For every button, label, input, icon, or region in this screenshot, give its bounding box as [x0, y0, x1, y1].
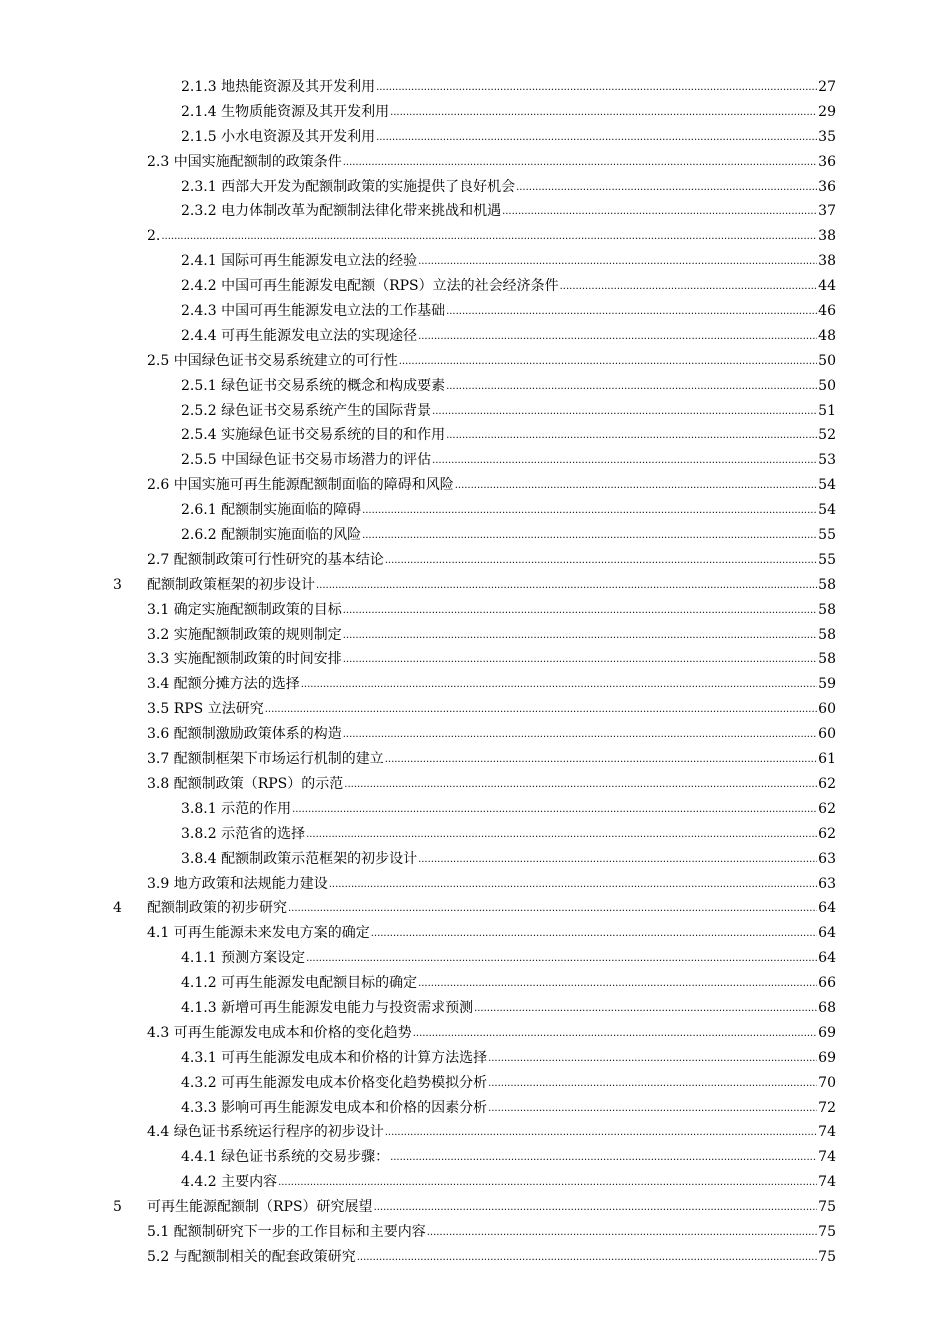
- toc-page-number: 64: [818, 950, 836, 967]
- toc-entry-title: 5.1 配额制研究下一步的工作目标和主要内容: [147, 1223, 426, 1240]
- toc-entry[interactable]: [181, 199, 836, 226]
- toc-page-number: 74: [818, 1124, 836, 1141]
- toc-line[interactable]: [0, 946, 950, 971]
- toc-page-number: 58: [818, 601, 836, 618]
- toc-chapter-number: 5: [113, 1199, 122, 1216]
- toc-page-number: 72: [818, 1099, 836, 1116]
- toc-dot-leader: [385, 1119, 817, 1146]
- toc-dot-leader: [265, 696, 817, 723]
- toc-entry[interactable]: [181, 100, 836, 127]
- toc-line[interactable]: [0, 996, 950, 1021]
- toc-entry-title: 4.3.3 影响可再生能源发电成本和价格的因素分析: [181, 1099, 488, 1116]
- toc-entry[interactable]: [147, 598, 836, 625]
- toc-entry[interactable]: [147, 573, 836, 600]
- toc-entry-title: 配额制政策框架的初步设计: [147, 576, 315, 593]
- toc-line[interactable]: [0, 100, 950, 125]
- toc-line[interactable]: [0, 822, 950, 847]
- toc-line[interactable]: [0, 623, 950, 648]
- toc-line[interactable]: [0, 647, 950, 672]
- toc-line[interactable]: [0, 448, 950, 473]
- toc-page-number: 50: [818, 377, 836, 394]
- toc-line[interactable]: [0, 299, 950, 324]
- toc-entry-title: 2.5.1 绿色证书交易系统的概念和构成要素: [181, 377, 446, 394]
- toc-page-number: 63: [818, 875, 836, 892]
- toc-entry-title: 2.4.1 国际可再生能源发电立法的经验: [181, 253, 418, 270]
- toc-dot-leader: [343, 597, 817, 624]
- toc-line[interactable]: [0, 473, 950, 498]
- toc-entry[interactable]: [181, 125, 836, 152]
- toc-entry[interactable]: [181, 1046, 836, 1073]
- toc-line[interactable]: [0, 324, 950, 349]
- toc-entry[interactable]: [181, 498, 836, 525]
- toc-dot-leader: [474, 995, 817, 1022]
- toc-line[interactable]: [0, 349, 950, 374]
- toc-page-number: 55: [818, 527, 836, 544]
- toc-page-number: 70: [818, 1074, 836, 1091]
- toc-entry[interactable]: [181, 175, 836, 202]
- toc-entry-title: 2.1.4 生物质能资源及其开发利用: [181, 103, 390, 120]
- toc-line[interactable]: [0, 1071, 950, 1096]
- toc-line[interactable]: [0, 224, 950, 249]
- toc-entry[interactable]: [181, 324, 836, 351]
- toc-dot-leader: [390, 1144, 817, 1171]
- toc-page-number: 69: [818, 1024, 836, 1041]
- toc-entry[interactable]: [147, 349, 836, 376]
- toc-entry[interactable]: [147, 697, 836, 724]
- toc-line[interactable]: [0, 1170, 950, 1195]
- toc-line[interactable]: [0, 672, 950, 697]
- toc-line[interactable]: [0, 1245, 950, 1270]
- toc-line[interactable]: [0, 598, 950, 623]
- toc-entry-title: 2.5 中国绿色证书交易系统建立的可行性: [147, 352, 398, 369]
- toc-page: [0, 75, 950, 1270]
- toc-dot-leader: [385, 746, 817, 773]
- toc-page-number: 52: [818, 427, 836, 444]
- toc-entry[interactable]: [181, 946, 836, 973]
- toc-entry-title: 2.7 配额制政策可行性研究的基本结论: [147, 551, 384, 568]
- toc-entry[interactable]: [181, 448, 836, 475]
- toc-entry[interactable]: [147, 1220, 836, 1247]
- toc-line[interactable]: [0, 374, 950, 399]
- toc-entry-title: 3.4 配额分摊方法的选择: [147, 676, 300, 693]
- toc-entry[interactable]: [181, 1071, 836, 1098]
- toc-page-number: 62: [818, 825, 836, 842]
- toc-entry-title: 2.6 中国实施可再生能源配额制面临的障碍和风险: [147, 477, 454, 494]
- toc-page-number: 74: [818, 1174, 836, 1191]
- toc-entry[interactable]: [181, 423, 836, 450]
- toc-dot-leader: [446, 373, 817, 400]
- toc-page-number: 36: [818, 153, 836, 170]
- toc-entry-title: 3.7 配额制框架下市场运行机制的建立: [147, 751, 384, 768]
- toc-dot-leader: [455, 472, 817, 499]
- toc-line[interactable]: [0, 1046, 950, 1071]
- toc-entry-title: 3.3 实施配额制政策的时间安排: [147, 651, 342, 668]
- toc-entry-title: 配额制政策的初步研究: [147, 900, 287, 917]
- toc-entry[interactable]: [147, 224, 836, 251]
- toc-entry-title: 2.5.4 实施绿色证书交易系统的目的和作用: [181, 427, 446, 444]
- toc-dot-leader: [343, 622, 817, 649]
- toc-page-number: 58: [818, 576, 836, 593]
- toc-dot-leader: [446, 298, 817, 325]
- toc-entry[interactable]: [181, 374, 836, 401]
- toc-page-number: 61: [818, 751, 836, 768]
- toc-line[interactable]: [0, 125, 950, 150]
- toc-dot-leader: [376, 74, 817, 101]
- toc-entry-title: 3.9 地方政策和法规能力建设: [147, 875, 328, 892]
- toc-page-number: 37: [818, 203, 836, 220]
- toc-dot-leader: [278, 1169, 817, 1196]
- toc-entry-title: 2.6.2 配额制实施面临的风险: [181, 527, 362, 544]
- toc-entry[interactable]: [147, 1021, 836, 1048]
- toc-dot-leader: [343, 149, 817, 176]
- toc-page-number: 66: [818, 975, 836, 992]
- toc-page-number: 62: [818, 775, 836, 792]
- toc-entry[interactable]: [147, 150, 836, 177]
- toc-entry-title: 3.8.1 示范的作用: [181, 800, 292, 817]
- toc-line[interactable]: [0, 199, 950, 224]
- toc-dot-leader: [357, 1244, 817, 1271]
- toc-page-number: 74: [818, 1149, 836, 1166]
- toc-line[interactable]: [0, 847, 950, 872]
- toc-entry[interactable]: [147, 921, 836, 948]
- toc-entry-title: 4.3.2 可再生能源发电成本价格变化趋势模拟分析: [181, 1074, 488, 1091]
- toc-page-number: 38: [818, 228, 836, 245]
- toc-entry-title: 3.1 确定实施配额制政策的目标: [147, 601, 342, 618]
- toc-entry-title: 3.8.4 配额制政策示范框架的初步设计: [181, 850, 418, 867]
- toc-page-number: 58: [818, 651, 836, 668]
- toc-entry-title: 2.6.1 配额制实施面临的障碍: [181, 502, 362, 519]
- toc-entry-title: 4.1.3 新增可再生能源发电能力与投资需求预测: [181, 999, 474, 1016]
- toc-entry[interactable]: [147, 548, 836, 575]
- toc-chapter-number: 3: [113, 576, 122, 593]
- toc-entry[interactable]: [181, 1096, 836, 1123]
- toc-entry[interactable]: [181, 399, 836, 426]
- toc-entry-title: 4.1.2 可再生能源发电配额目标的确定: [181, 975, 418, 992]
- toc-line[interactable]: [0, 971, 950, 996]
- toc-dot-leader: [371, 920, 817, 947]
- toc-page-number: 64: [818, 925, 836, 942]
- toc-page-number: 53: [818, 452, 836, 469]
- toc-page-number: 60: [818, 701, 836, 718]
- toc-dot-leader: [418, 970, 817, 997]
- toc-entry-title: 2.3 中国实施配额制的政策条件: [147, 153, 342, 170]
- toc-line[interactable]: [0, 896, 950, 921]
- toc-dot-leader: [301, 671, 817, 698]
- toc-dot-leader: [344, 771, 817, 798]
- toc-entry-title: 4.4.2 主要内容: [181, 1174, 278, 1191]
- toc-entry[interactable]: [147, 473, 836, 500]
- toc-entry-title: 2.4.2 中国可再生能源发电配额（RPS）立法的社会经济条件: [181, 278, 559, 295]
- toc-dot-leader: [288, 895, 817, 922]
- toc-dot-leader: [316, 572, 817, 599]
- toc-line[interactable]: [0, 697, 950, 722]
- toc-entry-title: 4.3 可再生能源发电成本和价格的变化趋势: [147, 1024, 412, 1041]
- toc-entry-title: 可再生能源配额制（RPS）研究展望: [147, 1199, 373, 1216]
- toc-page-number: 46: [818, 303, 836, 320]
- toc-entry-title: 4.1.1 预测方案设定: [181, 950, 306, 967]
- toc-page-number: 55: [818, 551, 836, 568]
- toc-page-number: 75: [818, 1248, 836, 1265]
- toc-entry-title: 2.4.4 可再生能源发电立法的实现途径: [181, 327, 418, 344]
- toc-entry[interactable]: [147, 872, 836, 899]
- toc-entry-title: 4.1 可再生能源未来发电方案的确定: [147, 925, 370, 942]
- toc-page-number: 54: [818, 502, 836, 519]
- toc-line[interactable]: [0, 274, 950, 299]
- toc-entry-title: 2.1.5 小水电资源及其开发利用: [181, 128, 376, 145]
- toc-page-number: 69: [818, 1049, 836, 1066]
- toc-line[interactable]: [0, 1220, 950, 1245]
- toc-dot-leader: [418, 248, 817, 275]
- toc-page-number: 44: [818, 278, 836, 295]
- toc-entry[interactable]: [181, 822, 836, 849]
- toc-entry[interactable]: [147, 647, 836, 674]
- toc-entry[interactable]: [181, 249, 836, 276]
- toc-dot-leader: [427, 1219, 817, 1246]
- toc-page-number: 54: [818, 477, 836, 494]
- toc-dot-leader: [374, 1194, 818, 1221]
- toc-line[interactable]: [0, 399, 950, 424]
- toc-line[interactable]: [0, 498, 950, 523]
- toc-entry-title: 2.5.2 绿色证书交易系统产生的国际背景: [181, 402, 432, 419]
- toc-page-number: 63: [818, 850, 836, 867]
- toc-entry-title: 2.1.3 地热能资源及其开发利用: [181, 79, 376, 95]
- toc-dot-leader: [399, 348, 817, 375]
- toc-dot-leader: [418, 846, 817, 873]
- toc-entry-title: 3.8.2 示范省的选择: [181, 825, 306, 842]
- toc-dot-leader: [362, 497, 817, 524]
- toc-line[interactable]: [0, 1195, 950, 1220]
- toc-dot-leader: [432, 398, 817, 425]
- toc-dot-leader: [292, 796, 817, 823]
- toc-entry-title: 3.2 实施配额制政策的规则制定: [147, 626, 342, 643]
- toc-page-number: 38: [818, 253, 836, 270]
- toc-entry-title: 2.: [147, 228, 161, 245]
- toc-line[interactable]: [0, 249, 950, 274]
- toc-page-number: 36: [818, 178, 836, 195]
- toc-line[interactable]: [0, 872, 950, 897]
- toc-chapter-number: 4: [113, 900, 122, 917]
- toc-entry[interactable]: [181, 847, 836, 874]
- toc-page-number: 51: [818, 402, 836, 419]
- toc-page-number: 29: [818, 103, 836, 120]
- toc-line[interactable]: [0, 1021, 950, 1046]
- toc-page-number: 75: [818, 1223, 836, 1240]
- toc-entry-title: 2.4.3 中国可再生能源发电立法的工作基础: [181, 303, 446, 320]
- toc-line[interactable]: [0, 747, 950, 772]
- toc-entry[interactable]: [181, 274, 836, 301]
- toc-page-number: 62: [818, 800, 836, 817]
- toc-line[interactable]: [0, 1120, 950, 1145]
- toc-line[interactable]: [0, 772, 950, 797]
- toc-page-number: 59: [818, 676, 836, 693]
- toc-entry[interactable]: [147, 1195, 836, 1222]
- toc-entry[interactable]: [147, 1245, 836, 1272]
- toc-dot-leader: [161, 223, 817, 250]
- toc-line[interactable]: [0, 423, 950, 448]
- toc-dot-leader: [329, 871, 817, 898]
- toc-entry[interactable]: [181, 523, 836, 550]
- toc-dot-leader: [385, 547, 817, 574]
- toc-dot-leader: [418, 323, 817, 350]
- toc-dot-leader: [488, 1045, 817, 1072]
- toc-page-number: 58: [818, 626, 836, 643]
- toc-dot-leader: [362, 522, 817, 549]
- toc-line[interactable]: [0, 175, 950, 200]
- toc-page-number: 35: [818, 128, 836, 145]
- toc-entry-title: 2.3.1 西部大开发为配额制政策的实施提供了良好机会: [181, 178, 516, 195]
- toc-page-number: 68: [818, 999, 836, 1016]
- toc-entry-title: 4.4 绿色证书系统运行程序的初步设计: [147, 1124, 384, 1141]
- toc-page-number: 64: [818, 900, 836, 917]
- toc-entry[interactable]: [181, 75, 836, 102]
- toc-entry-title: 3.5 RPS 立法研究: [147, 701, 264, 718]
- toc-line[interactable]: [0, 150, 950, 175]
- toc-entry[interactable]: [147, 722, 836, 749]
- toc-entry-title: 2.3.2 电力体制改革为配额制法律化带来挑战和机遇: [181, 203, 502, 220]
- toc-entry[interactable]: [147, 672, 836, 699]
- toc-entry[interactable]: [181, 1170, 836, 1197]
- toc-dot-leader: [502, 198, 817, 225]
- toc-line[interactable]: [0, 797, 950, 822]
- toc-line[interactable]: [0, 722, 950, 747]
- toc-dot-leader: [516, 174, 817, 201]
- toc-dot-leader: [488, 1095, 817, 1122]
- toc-entry[interactable]: [181, 971, 836, 998]
- toc-line[interactable]: [0, 921, 950, 946]
- toc-line[interactable]: [0, 1145, 950, 1170]
- toc-dot-leader: [306, 945, 817, 972]
- toc-line[interactable]: [0, 523, 950, 548]
- toc-entry[interactable]: [147, 747, 836, 774]
- toc-entry[interactable]: [181, 996, 836, 1023]
- toc-line[interactable]: [0, 573, 950, 598]
- toc-dot-leader: [343, 721, 817, 748]
- toc-entry-title: 3.8 配额制政策（RPS）的示范: [147, 775, 344, 792]
- toc-entry-title: 4.3.1 可再生能源发电成本和价格的计算方法选择: [181, 1049, 488, 1066]
- toc-entry-title: 2.5.5 中国绿色证书交易市场潜力的评估: [181, 452, 432, 469]
- toc-entry[interactable]: [181, 797, 836, 824]
- toc-line[interactable]: [0, 1096, 950, 1121]
- toc-entry[interactable]: [147, 1120, 836, 1147]
- toc-dot-leader: [432, 447, 817, 474]
- toc-entry-title: 3.6 配额制激励政策体系的构造: [147, 726, 342, 743]
- toc-entry[interactable]: [181, 299, 836, 326]
- toc-line[interactable]: [0, 548, 950, 573]
- toc-entry[interactable]: [147, 772, 836, 799]
- toc-dot-leader: [413, 1020, 817, 1047]
- toc-dot-leader: [488, 1070, 817, 1097]
- toc-page-number: 48: [818, 327, 836, 344]
- toc-entry[interactable]: [181, 1145, 836, 1172]
- toc-entry[interactable]: [147, 896, 836, 923]
- toc-page-number: 27: [818, 79, 836, 95]
- toc-entry-title: 5.2 与配额制相关的配套政策研究: [147, 1248, 356, 1265]
- toc-entry-title: 4.4.1 绿色证书系统的交易步骤：: [181, 1149, 390, 1166]
- toc-dot-leader: [560, 273, 818, 300]
- toc-dot-leader: [376, 124, 817, 151]
- toc-page-number: 50: [818, 352, 836, 369]
- toc-dot-leader: [343, 646, 817, 673]
- toc-page-number: 60: [818, 726, 836, 743]
- toc-dot-leader: [390, 99, 817, 126]
- toc-dot-leader: [446, 422, 817, 449]
- toc-page-number: 75: [818, 1199, 836, 1216]
- toc-entry[interactable]: [147, 623, 836, 650]
- toc-dot-leader: [306, 821, 817, 848]
- toc-line[interactable]: [0, 75, 950, 100]
